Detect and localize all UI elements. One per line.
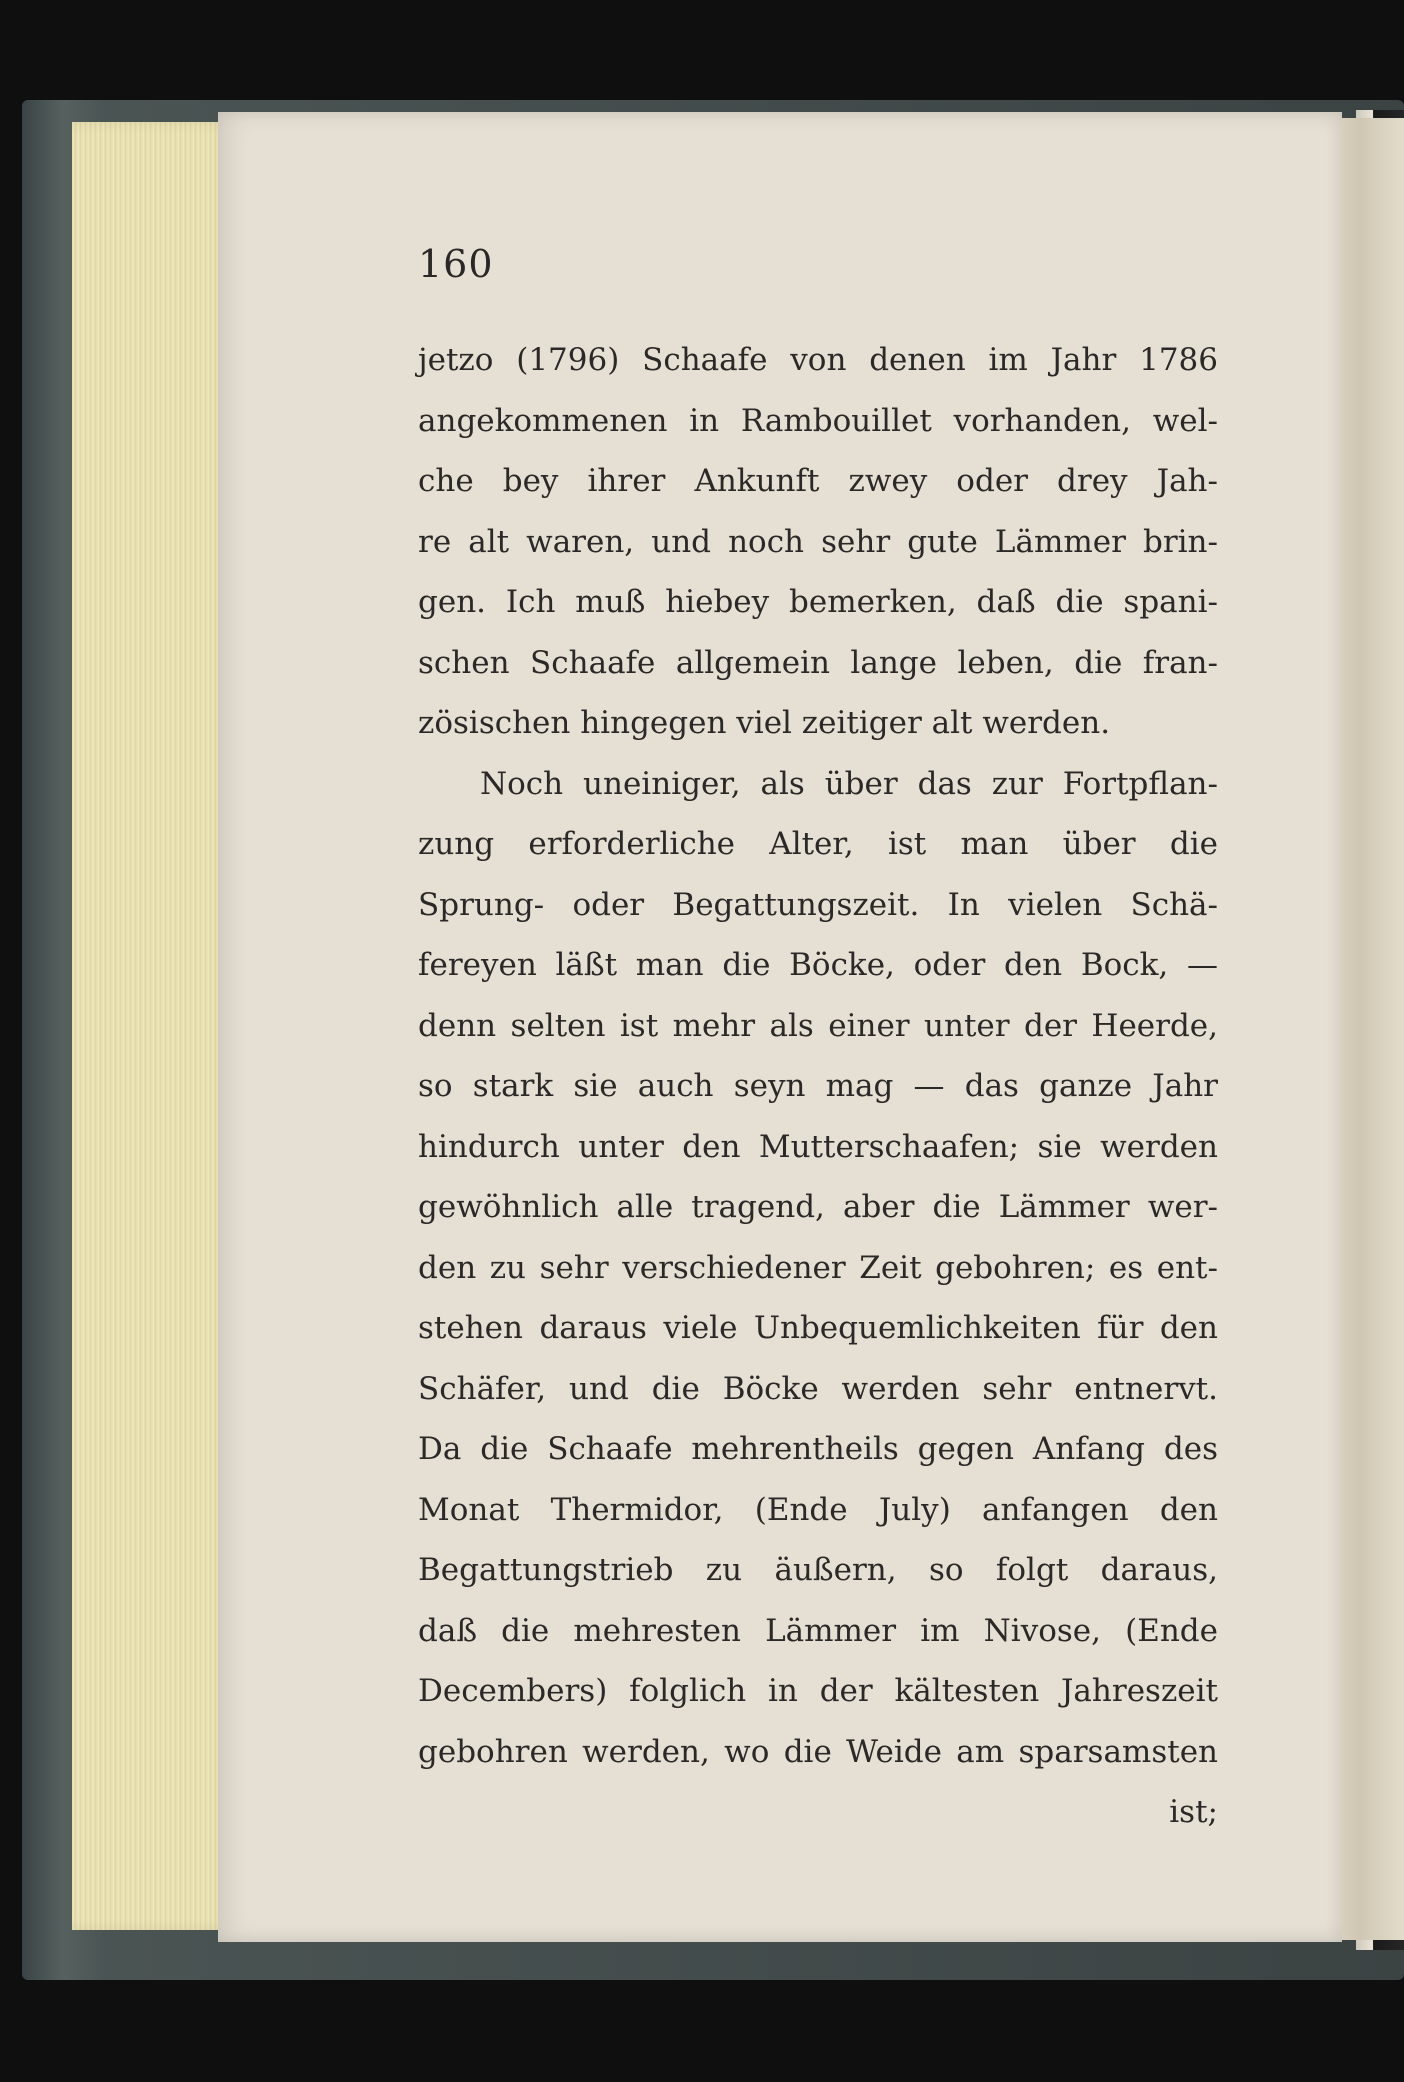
text-line: Da die Schaafe mehrentheils gegen Anfang des [418, 1431, 1218, 1467]
text-line: daß die mehresten Lämmer im Nivose, (Ende [418, 1612, 1218, 1649]
text-line: so stark sie auch seyn mag — das ganze Jahr [418, 1068, 1218, 1104]
page-text [418, 330, 1218, 1843]
text-line: ist; [1169, 1794, 1218, 1830]
text-line: Begattungstrieb zu äußern, so folgt daraus, [418, 1552, 1218, 1588]
text-line: gebohren werden, wo die Weide am sparsamsten [418, 1733, 1218, 1770]
text-line: stehen daraus viele Unbequemlichkeiten für den [418, 1310, 1218, 1346]
text-line: hindurch unter den Mutterschaafen; sie werden [418, 1128, 1218, 1165]
text-line: gewöhnlich alle tragend, aber die Lämmer wer- [418, 1189, 1218, 1225]
text-line: Monat Thermidor, (Ende July) anfangen den [418, 1491, 1218, 1528]
text-line: denn selten ist mehr als einer unter der Heerde, [418, 1007, 1218, 1044]
text-line: den zu sehr verschiedener Zeit gebohren; es ent- [418, 1249, 1218, 1286]
text-line: angekommenen in Rambouillet vorhanden, wel- [418, 402, 1218, 439]
page-number: 160 [418, 242, 494, 286]
text-line: Noch uneiniger, als über das zur Fortpflan- [480, 765, 1218, 802]
text-line: Schäfer, und die Böcke werden sehr entnervt. [418, 1370, 1218, 1407]
text-line: zösischen hingegen viel zeitiger alt werden. [418, 705, 1111, 741]
text-line: che bey ihrer Ankunft zwey oder drey Jah- [418, 463, 1218, 499]
text-line: re alt waren, und noch sehr gute Lämmer brin- [418, 523, 1218, 560]
text-line: Sprung- oder Begattungszeit. In vielen Schä- [418, 886, 1218, 923]
text-line: schen Schaafe allgemein lange leben, die fran- [418, 644, 1218, 681]
text-line: gen. Ich muß hiebey bemerken, daß die spani- [418, 584, 1218, 620]
text-line: jetzo (1796) Schaafe von denen im Jahr 1786 [418, 342, 1218, 378]
page-edges-left [72, 122, 232, 1930]
text-line: fereyen läßt man die Böcke, oder den Bock, — [418, 947, 1218, 983]
text-line: zung erforderliche Alter, ist man über die [418, 826, 1218, 862]
text-line: Decembers) folglich in der kältesten Jahreszeit [418, 1673, 1218, 1709]
